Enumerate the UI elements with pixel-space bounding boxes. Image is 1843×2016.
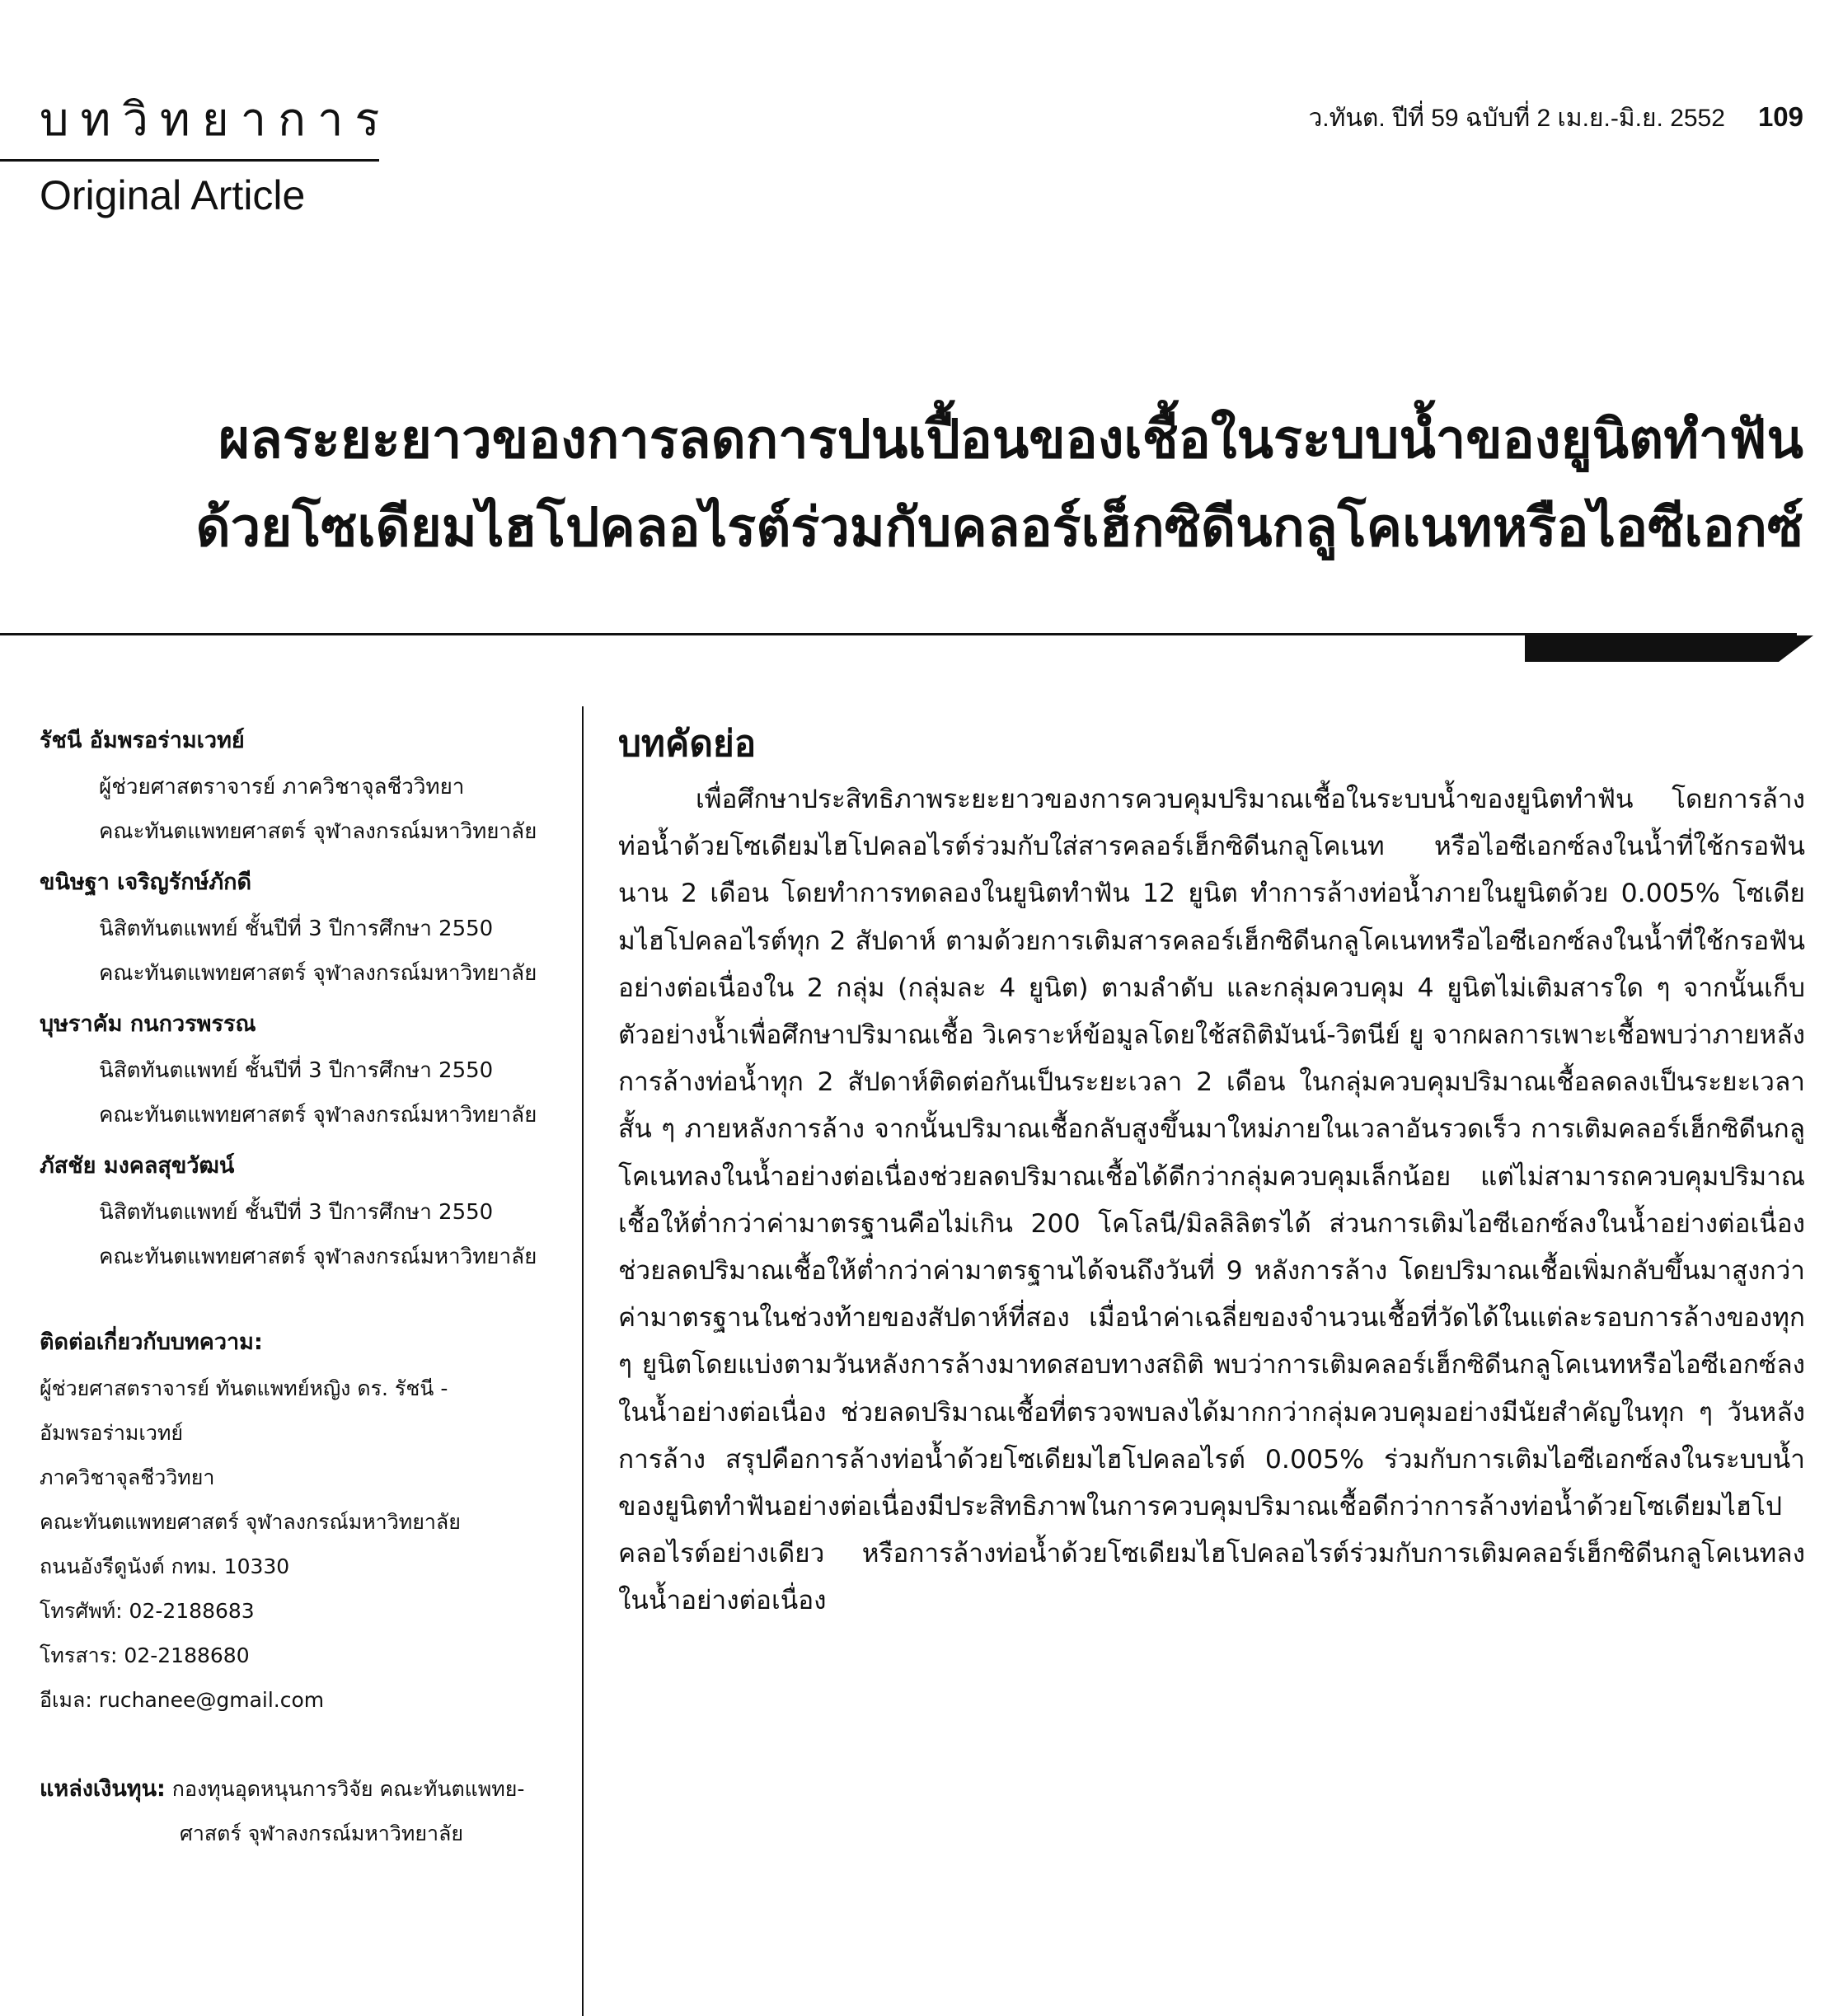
funding-text: กองทุนอุดหนุนการวิจัย คณะทันตแพทย- [165, 1777, 525, 1801]
author-name: บุษราคัม กนกวรพรรณ [40, 1011, 256, 1037]
section-label-thai: บทวิทยาการ [40, 93, 392, 147]
column-divider [582, 706, 584, 2016]
contact-phone: โทรศัพท์: 02-2188683 [40, 1599, 255, 1623]
contact-line: อัมพรอร่ามเวทย์ [40, 1421, 184, 1445]
contact-email: อีเมล: ruchanee@gmail.com [40, 1688, 325, 1712]
author-entry [40, 717, 575, 854]
page-number: 109 [1757, 101, 1803, 132]
title-line-2: ด้วยโซเดียมไฮโปคลอไรต์ร่วมกับคลอร์เฮ็กซิดีนกลูโคเนทหรือไอซีเอกซ์ [195, 497, 1803, 559]
author-affiliation: นิสิตทันตแพทย์ ชั้นปีที่ 3 ปีการศึกษา 2550 [99, 917, 494, 941]
funding-block [40, 1767, 575, 1856]
running-head [1308, 99, 1803, 138]
section-underline [0, 159, 379, 162]
contact-line: ถนนอังรีดูนังต์ กทม. 10330 [40, 1554, 290, 1578]
contact-line: ภาควิชาจุลชีววิทยา [40, 1465, 215, 1489]
author-name: รัชนี อัมพรอร่ามเวทย์ [40, 728, 245, 753]
article-title [73, 396, 1803, 572]
abstract [618, 715, 1805, 1625]
author-entry [40, 1001, 575, 1137]
author-affiliation: คณะทันตแพทยศาสตร์ จุฬาลงกรณ์มหาวิทยาลัย [99, 961, 537, 986]
contact-heading: ติดต่อเกี่ยวกับบทความ: [40, 1329, 263, 1355]
contact-fax: โทรสาร: 02-2188680 [40, 1643, 250, 1667]
contact-line: ผู้ช่วยศาสตราจารย์ ทันตแพทย์หญิง ดร. รัชนี - [40, 1376, 448, 1400]
abstract-heading: บทคัดย่อ [618, 723, 757, 765]
title-line-1: ผลระยะยาวของการลดการปนเปื้อนของเชื้อในระบบน้ำของยูนิตทำฟัน [218, 409, 1803, 471]
author-affiliation: ผู้ช่วยศาสตราจารย์ ภาควิชาจุลชีววิทยา [99, 775, 465, 799]
author-affiliation: นิสิตทันตแพทย์ ชั้นปีที่ 3 ปีการศึกษา 2550 [99, 1058, 494, 1083]
author-name: ขนิษฐา เจริญรักษ์ภักดี [40, 870, 252, 895]
contact-line: คณะทันตแพทยศาสตร์ จุฬาลงกรณ์มหาวิทยาลัย [40, 1510, 461, 1534]
author-entry [40, 1142, 575, 1279]
abstract-body: เพื่อศึกษาประสิทธิภาพระยะยาวของการควบคุมปริมาณเชื้อในระบบน้ำของยูนิตทำฟัน โดยการล้างท่อน้ำด้วยโซเดียมไฮโปคลอไรต์ร่วมกับใส่สารคลอร์เฮ็กซิดีนกลูโคเนท หรือไอซีเอกซ์ลงในน้ำที่ใช้กรอฟันนาน 2 เดือน โดยทำการทดลองในยูนิตทำฟัน 12 ยูนิต ทำการล้างท่อน้ำภายในยูนิตด้วย 0.005% โซเดียมไฮโปคลอไรต์ทุก 2 สัปดาห์ ตามด้วยการเติมสารคลอร์เฮ็กซิดีนกลูโคเนทหรือไอซีเอกซ์ลงในน้ำที่ใช้กรอฟันอย่างต่อเนื่องใน 2 กลุ่ม (กลุ่มละ 4 ยูนิต) ตามลำดับ และกลุ่มควบคุม 4 ยูนิตไม่เติมสารใด ๆ จากนั้นเก็บตัวอย่างน้ำเพื่อศึกษาปริมาณเชื้อ วิเคราะห์ข้อมูลโดยใช้สถิติมันน์-วิตนีย์ ยู จากผลการเพาะเชื้อพบว่าภายหลังการล้างท่อน้ำทุก 2 สัปดาห์ติดต่อกันเป็นระยะเวลา 2 เดือน ในกลุ่มควบคุมปริมาณเชื้อลดลงเป็นระยะเวลาสั้น ๆ ภายหลังการล้าง จากนั้นปริมาณเชื้อกลับสูงขึ้นมาใหม่ภายในเวลาอันรวดเร็ว การเติมคลอร์เฮ็กซิดีนกลูโคเนทลงในน้ำอย่างต่อเนื่องช่วยลดปริมาณเชื้อได้ดีกว่ากลุ่มควบคุมเล็กน้อย แต่ไม่สามารถควบคุมปริมาณเชื้อให้ต่ำกว่าค่ามาตรฐานคือไม่เกิน 200 โคโลนี/มิลลิลิตรได้ ส่วนการเติมไอซีเอกซ์ลงในน้ำอย่างต่อเนื่องช่วยลดปริมาณเชื้อให้ต่ำกว่าค่ามาตรฐานได้จนถึงวันที่ 9 หลังการล้าง โดยปริมาณเชื้อเพิ่มกลับขึ้นมาสูงกว่าค่ามาตรฐานในช่วงท้ายของสัปดาห์ที่สอง เมื่อนำค่าเฉลี่ยของจำนวนเชื้อที่วัดได้ในแต่ละรอบการล้างของทุก ๆ ยูนิตโดยแบ่งตามวันหลังการล้างมาทดสอบทางสถิติ พบว่าการเติมคลอร์เฮ็กซิดีนกลูโคเนทหรือไอซีเอกซ์ลงในน้ำอย่างต่อเนื่อง ช่วยลดปริมาณเชื้อที่ตรวจพบลงได้มากกว่ากลุ่มควบคุมอย่างมีนัยสำคัญในทุก ๆ วันหลังการล้าง สรุปคือการล้างท่อน้ำด้วยโซเดียมไฮโปคลอไรต์ 0.005% ร่วมกับการเติมไอซีเอกซ์ลงในระบบน้ำของยูนิตทำฟันอย่างต่อเนื่องมีประสิทธิภาพในการควบคุมปริมาณเชื้อดีกว่าการล้างท่อน้ำด้วยโซเดียมไฮโปคลอไรต์อย่างเดียว หรือการล้างท่อน้ำด้วยโซเดียมไฮโปคลอไรต์ร่วมกับการเติมคลอร์เฮ็กซิดีนกลูโคเนทลงในน้ำอย่างต่อเนื่อง [618, 785, 1805, 1616]
author-affiliation: คณะทันตแพทยศาสตร์ จุฬาลงกรณ์มหาวิทยาลัย [99, 1103, 537, 1128]
funding-line-2: ศาสตร์ จุฬาลงกรณ์มหาวิทยาลัย [180, 1821, 464, 1845]
author-name: ภัสชัย มงคลสุขวัฒน์ [40, 1153, 235, 1179]
funding-line-1 [40, 1767, 575, 1812]
title-rule-wedge [1525, 635, 1813, 662]
author-affiliation: คณะทันตแพทยศาสตร์ จุฬาลงกรณ์มหาวิทยาลัย [99, 819, 537, 844]
author-column [40, 717, 575, 1856]
contact-block [40, 1319, 575, 1723]
funding-label: แหล่งเงินทุน: [40, 1776, 166, 1802]
section-label-english: Original Article [40, 172, 306, 218]
journal-citation: ว.ทันต. ปีที่ 59 ฉบับที่ 2 เม.ย.-มิ.ย. 2552 [1308, 105, 1725, 132]
author-entry [40, 859, 575, 996]
author-affiliation: คณะทันตแพทยศาสตร์ จุฬาลงกรณ์มหาวิทยาลัย [99, 1245, 537, 1269]
title-rule [0, 633, 1797, 635]
author-affiliation: นิสิตทันตแพทย์ ชั้นปีที่ 3 ปีการศึกษา 2550 [99, 1200, 494, 1225]
